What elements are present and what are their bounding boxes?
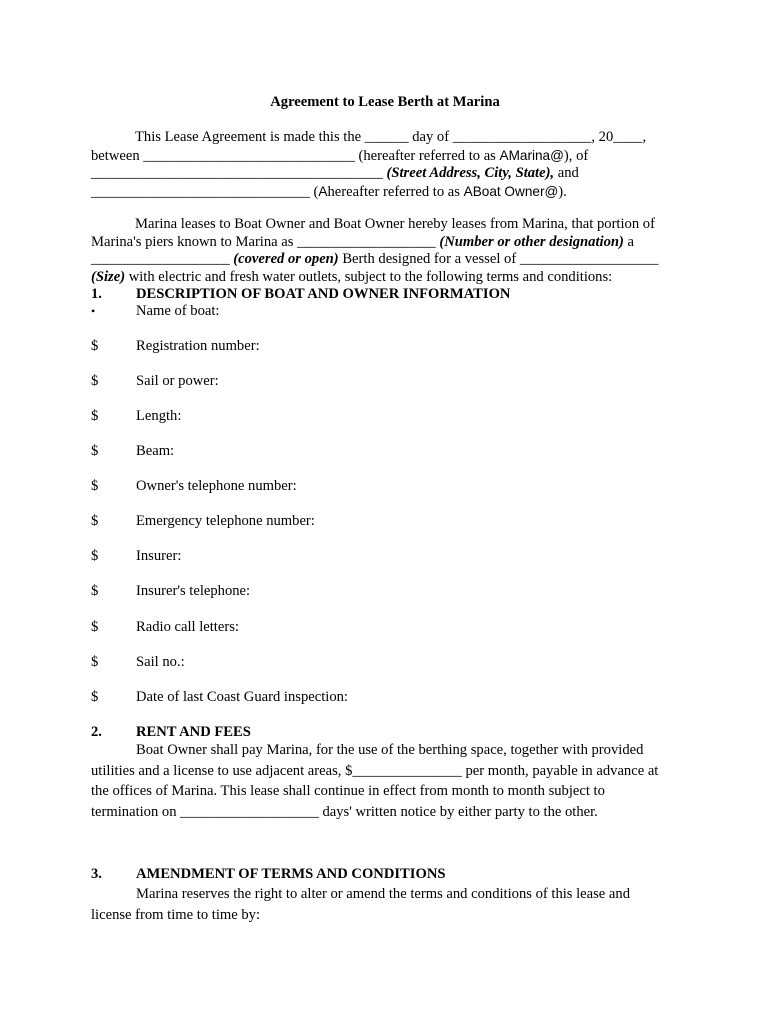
list-marker: $ [91, 619, 99, 635]
document-page [91, 0, 691, 1024]
list-item-label: Length: [136, 408, 182, 424]
list-item-label: Insurer's telephone: [136, 583, 251, 599]
section-3-heading [91, 866, 445, 884]
section-2-line-3: the offices of Marina. This lease shall continue in effect from month to month subject to [91, 783, 605, 800]
list-item [91, 338, 260, 356]
list-marker: $ [91, 373, 99, 389]
list-marker: $ [91, 443, 99, 459]
list-item-label: Sail no.: [136, 654, 185, 670]
section-3-line-2: license from time to time by: [91, 906, 261, 923]
list-item-label: Beam: [136, 443, 175, 459]
lease-line-1: Marina leases to Boat Owner and Boat Owner hereby leases from Marina, that portion of [135, 216, 655, 232]
list-item [91, 303, 219, 321]
list-marker: $ [91, 548, 99, 564]
section-2-line-1: Boat Owner shall pay Marina, for the use of the berthing space, together with provided [136, 742, 644, 758]
section-2-line-2: utilities and a license to use adjacent areas, $_______________ per month, payable in advance at [91, 762, 659, 779]
intro-paragraph [91, 129, 681, 201]
list-marker: $ [91, 689, 99, 705]
section-3-body [91, 884, 681, 925]
section-heading-text: RENT AND FEES [136, 724, 251, 740]
list-item-label: Emergency telephone number: [136, 513, 315, 529]
lease-line-4: (Size) with electric and fresh water outlets, subject to the following terms and conditions: [91, 268, 613, 285]
list-item [91, 478, 297, 496]
document-title: Agreement to Lease Berth at Marina [270, 94, 500, 110]
list-item-label: Insurer: [136, 548, 182, 564]
intro-line-1: This Lease Agreement is made this the ______ day of ___________________, 20____, [135, 129, 647, 145]
list-item [91, 689, 348, 707]
list-marker: $ [91, 408, 99, 424]
intro-line-3: ________________________________________ (Street Address, City, State), and [91, 165, 579, 182]
section-number: 1. [91, 286, 102, 302]
list-item [91, 513, 315, 531]
section-2-heading [91, 724, 251, 742]
intro-line-2: between _____________________________ (hereafter referred to as AMarina@), of [91, 147, 589, 164]
intro-line-4: ______________________________ (Ahereafter referred to as ABoat Owner@). [91, 183, 567, 200]
section-number: 3. [91, 866, 102, 882]
lease-line-2: Marina's piers known to Marina as ___________________ (Number or other designation) a [91, 233, 634, 250]
list-item-label: Name of boat: [136, 303, 220, 319]
list-item-label: Date of last Coast Guard inspection: [136, 689, 348, 705]
section-1-heading [91, 286, 510, 304]
list-item [91, 548, 181, 566]
list-marker: $ [91, 338, 99, 354]
lease-line-3: ___________________ (covered or open) Berth designed for a vessel of ___________________ [91, 251, 659, 268]
section-heading-text: DESCRIPTION OF BOAT AND OWNER INFORMATION [136, 286, 511, 302]
list-marker: $ [91, 513, 99, 529]
list-item [91, 443, 174, 461]
list-item-label: Radio call letters: [136, 619, 239, 635]
list-marker: $ [91, 478, 99, 494]
bullet-icon: • [91, 304, 96, 318]
section-2-line-4: termination on ___________________ days' written notice by either party to the other. [91, 803, 598, 820]
section-heading-text: AMENDMENT OF TERMS AND CONDITIONS [136, 866, 446, 882]
list-marker: $ [91, 583, 99, 599]
lease-paragraph [91, 216, 681, 286]
section-number: 2. [91, 724, 102, 740]
section-3-line-1: Marina reserves the right to alter or amend the terms and conditions of this lease and [136, 886, 631, 902]
list-item [91, 619, 239, 637]
list-item [91, 373, 219, 391]
list-marker: $ [91, 654, 99, 670]
list-item-label: Sail or power: [136, 373, 219, 389]
list-item-label: Registration number: [136, 338, 260, 354]
list-item [91, 654, 185, 672]
section-2-body [91, 740, 681, 822]
list-item-label: Owner's telephone number: [136, 478, 297, 494]
list-item [91, 408, 181, 426]
list-item [91, 583, 250, 601]
